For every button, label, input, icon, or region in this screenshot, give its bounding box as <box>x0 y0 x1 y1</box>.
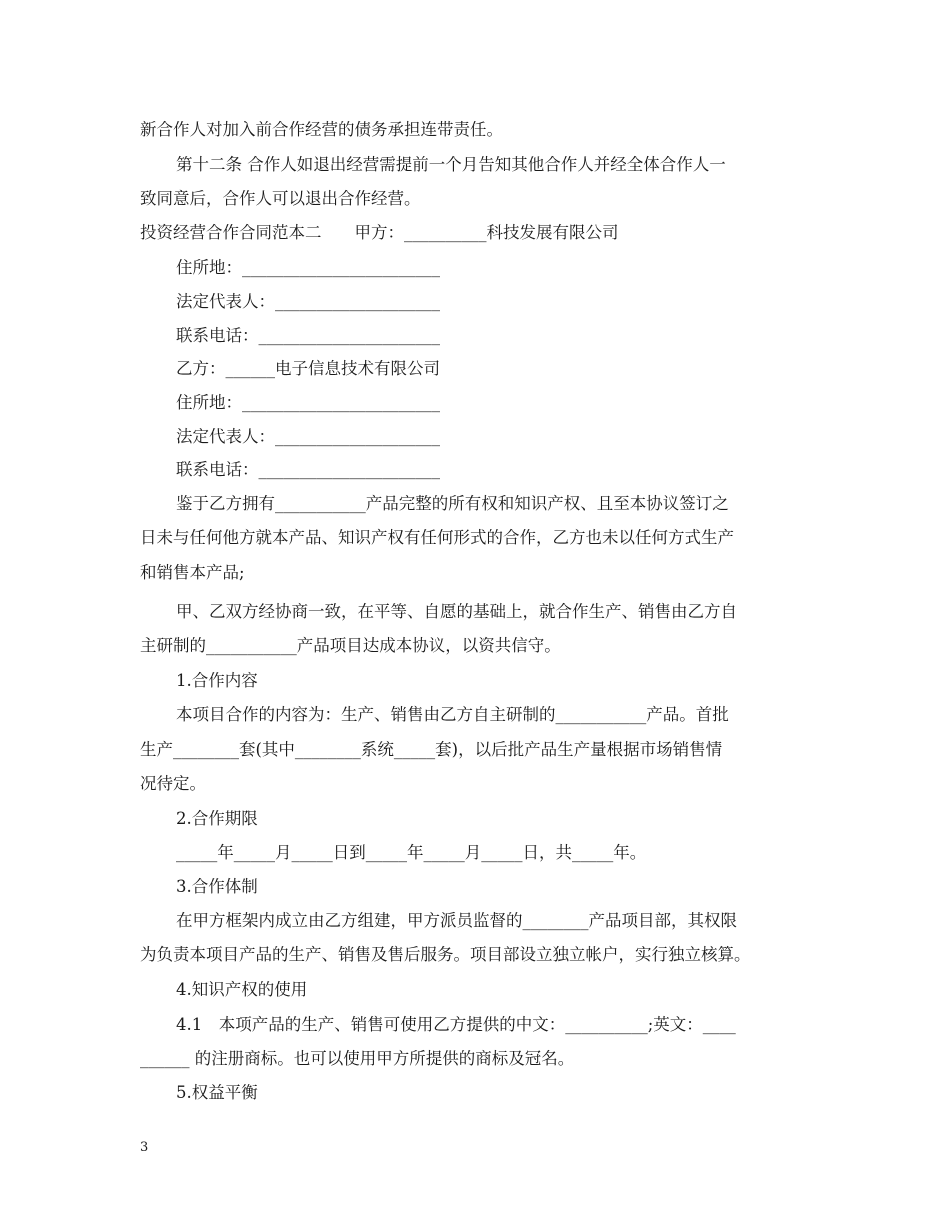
text-line: 第十二条 合作人如退出经营需提前一个月告知其他合作人并经全体合作人一 <box>176 155 726 174</box>
text-line: 新合作人对加入前合作经营的债务承担连带责任。 <box>140 120 503 139</box>
text-line: 为负责本项目产品的生产、销售及售后服务。项目部设立独立帐户，实行独立核算。 <box>140 945 751 964</box>
text-line: 生产________套(其中________系统_____套)，以后批产品生产量根据市场销售情 <box>140 740 723 759</box>
text-line: 况待定。 <box>140 774 206 793</box>
text-line: 和销售本产品; <box>140 563 245 582</box>
text-line: 主研制的___________产品项目达成本协议，以资共信守。 <box>140 636 561 655</box>
text-line: 在甲方框架内成立由乙方组建，甲方派员监督的________产品项目部，其权限 <box>176 911 737 930</box>
text-line: 致同意后，合作人可以退出合作经营。 <box>140 189 421 208</box>
text-line: 联系电话：______________________ <box>176 460 440 479</box>
text-line: 4.1 本项产品的生产、销售可使用乙方提供的中文：__________;英文：____ <box>176 1015 736 1034</box>
section-heading: 1.合作内容 <box>176 671 258 690</box>
text-line: 甲、乙双方经协商一致，在平等、自愿的基础上，就合作生产、销售由乙方自 <box>176 602 737 621</box>
text-line: 日未与任何他方就本产品、知识产权有任何形式的合作，乙方也未以任何方式生产 <box>140 528 734 547</box>
text-line: 住所地：________________________ <box>176 393 440 412</box>
text-line: 乙方：______电子信息技术有限公司 <box>176 359 440 378</box>
section-heading: 2.合作期限 <box>176 809 258 828</box>
text-line: 鉴于乙方拥有___________产品完整的所有权和知识产权、且至本协议签订之 <box>176 494 729 513</box>
section-heading: 投资经营合作合同范本二 甲方：__________科技发展有限公司 <box>140 223 619 242</box>
text-line: 住所地：________________________ <box>176 258 440 277</box>
text-line: 法定代表人：____________________ <box>176 292 440 311</box>
page-number: 3 <box>140 1140 149 1155</box>
text-line: 联系电话：______________________ <box>176 326 440 345</box>
section-heading: 4.知识产权的使用 <box>176 980 308 999</box>
text-line: ______ 的注册商标。也可以使用甲方所提供的商标及冠名。 <box>140 1049 575 1068</box>
text-line: _____年_____月_____日到_____年_____月_____日，共_____年。 <box>176 843 647 862</box>
section-heading: 3.合作体制 <box>176 877 258 896</box>
section-heading: 5.权益平衡 <box>176 1083 258 1102</box>
text-line: 本项目合作的内容为：生产、销售由乙方自主研制的___________产品。首批 <box>176 705 729 724</box>
text-line: 法定代表人：____________________ <box>176 427 440 446</box>
